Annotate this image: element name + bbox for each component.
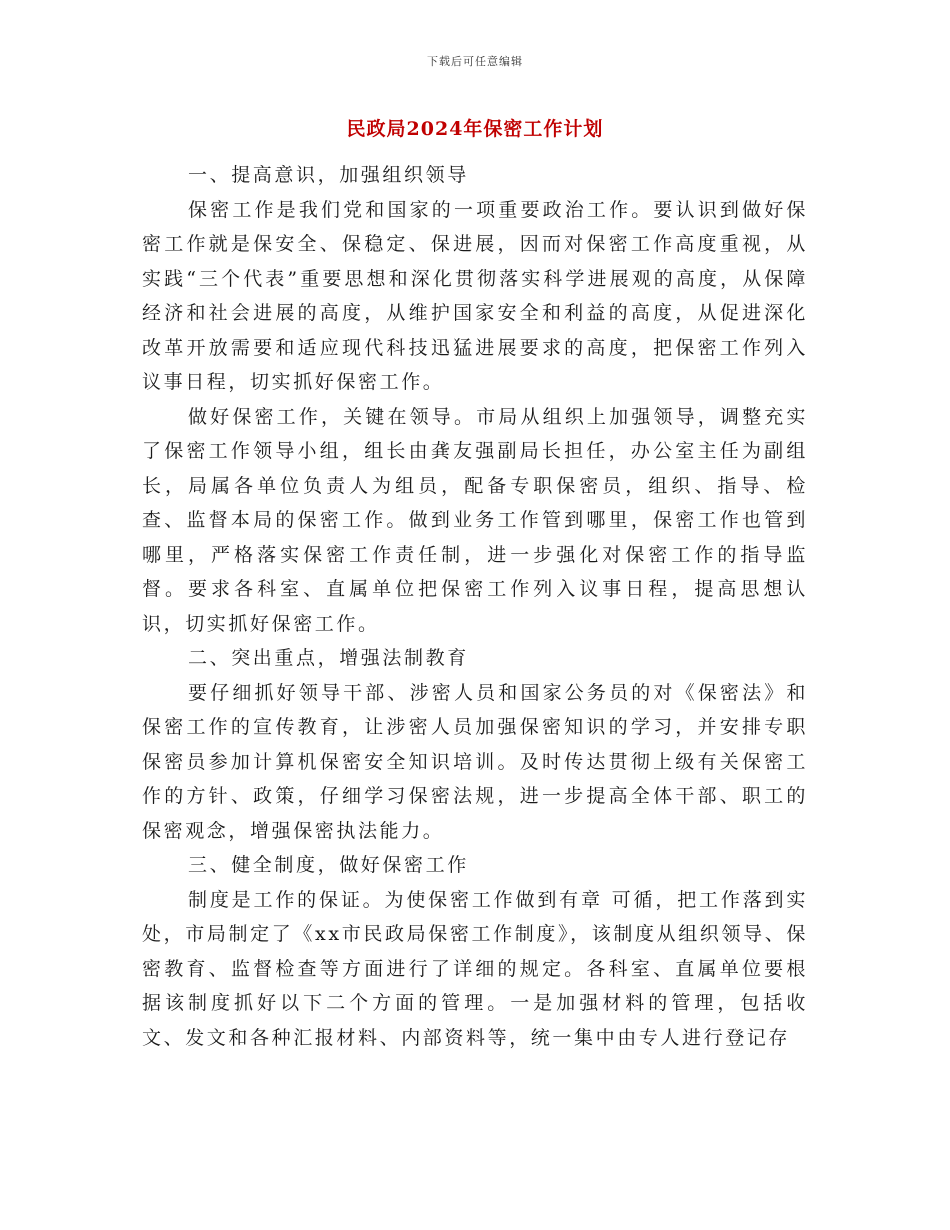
document-body	[142, 158, 808, 1055]
page-header-note: 下载后可任意编辑	[427, 55, 523, 68]
section-heading-2: 二、突出重点，增强法制教育	[188, 647, 469, 669]
body-paragraph-1: 保密工作是我们党和国家的一项重要政治工作。要认识到做好保密工作就是保安全、保稳定、保进展，因而对保密工作高度重视，从实践“三个代表”重要思想和深化贯彻落实科学进展观的高度，从保障经济和社会进展的高度，从维护国家安全和利益的高度，从促进深化改革开放需要和适应现代科技迅猛进展要求的高度，把保密工作列入议事日程，切实抓好保密工作。	[142, 198, 808, 393]
body-paragraph-3: 要仔细抓好领导干部、涉密人员和国家公务员的对《保密法》和保密工作的宣传教育，让涉密人员加强保密知识的学习，并安排专职保密员参加计算机保密安全知识培训。及时传达贯彻上级有关保密工作的方针、政策，仔细学习保密法规，进一步提高全体干部、职工的保密观念，增强保密执法能力。	[142, 681, 808, 842]
body-paragraph-2: 做好保密工作，关键在领导。市局从组织上加强领导，调整充实了保密工作领导小组，组长由龚友强副局长担任，办公室主任为副组长，局属各单位负责人为组员，配备专职保密员，组织、指导、检查、监督本局的保密工作。做到业务工作管到哪里，保密工作也管到哪里，严格落实保密工作责任制，进一步强化对保密工作的指导监督。要求各科室、直属单位把保密工作列入议事日程，提高思想认识，切实抓好保密工作。	[142, 405, 808, 635]
document-title: 民政局2024年保密工作计划	[346, 118, 604, 140]
body-paragraph-4: 制度是工作的保证。为使保密工作做到有章 可循，把工作落到实处，市局制定了《xx市民政局保密工作制度》，该制度从组织领导、保密教育、监督检查等方面进行了详细的规定。各科室、直属单位要根据该制度抓好以下二个方面的管理。一是加强材料的管理，包括收文、发文和各种汇报材料、内部资料等，统一集中由专人进行登记存	[142, 888, 808, 1049]
section-heading-1: 一、提高意识，加强组织领导	[188, 164, 469, 186]
section-heading-3: 三、健全制度，做好保密工作	[188, 854, 469, 876]
